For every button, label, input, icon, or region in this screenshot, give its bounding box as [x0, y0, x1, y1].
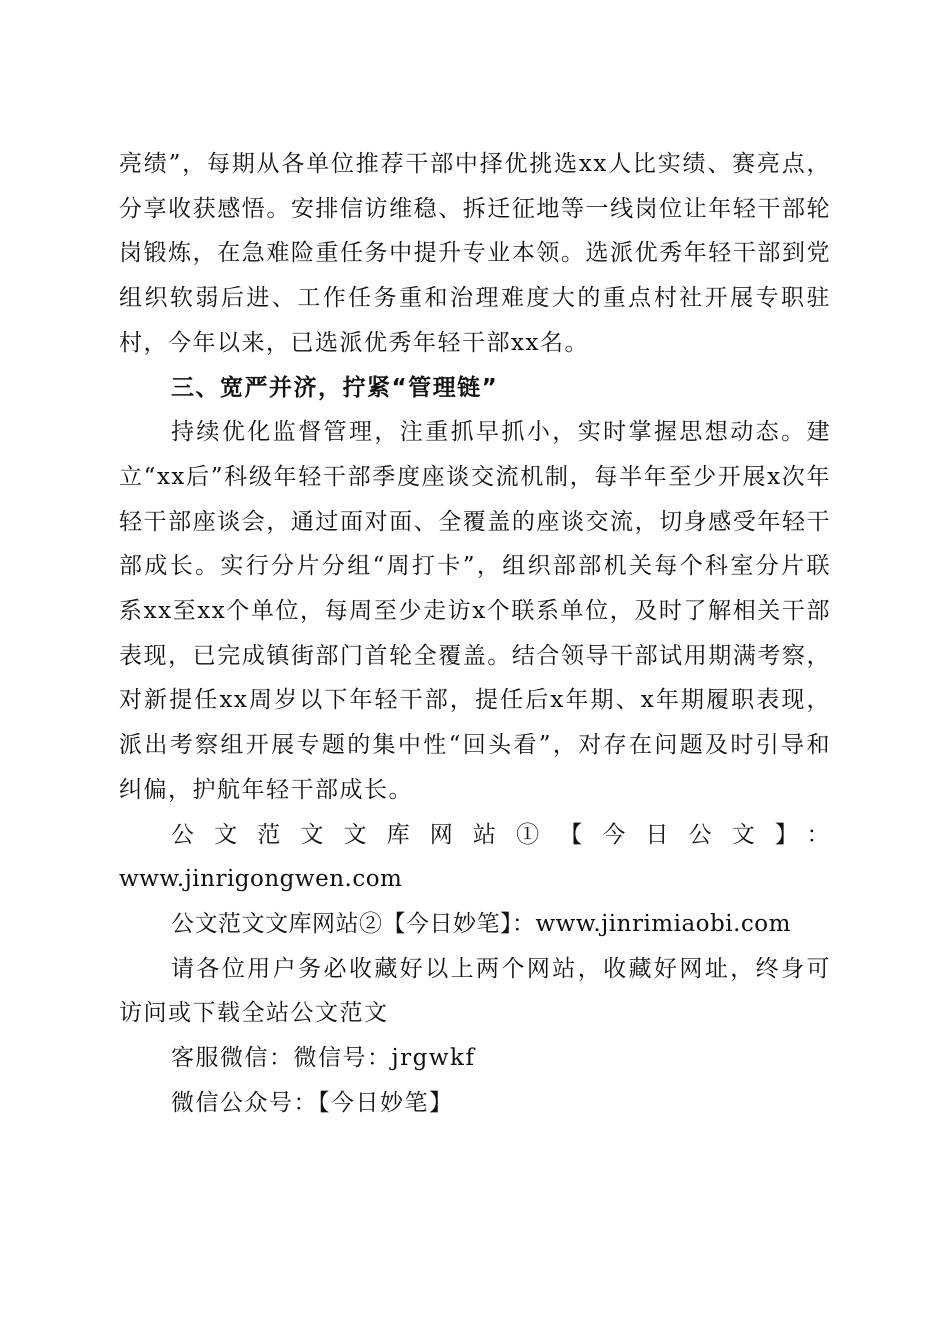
section-heading: 三、宽严并济，拧紧“管理链”	[171, 374, 499, 401]
official-account: 微信公众号：【今日妙笔】	[171, 1089, 454, 1116]
site2-line: 公文范文文库网站②【今日妙笔】：www.jinrimiaobi.com	[171, 910, 791, 937]
notice-paragraph: 请各位用户务必收藏好以上两个网站，收藏好网址，终身可访问或下载全站公文范文	[119, 955, 831, 1027]
document-body	[119, 142, 831, 1125]
site1-label: 公文范文文库网站①【今日公文】：	[171, 821, 831, 848]
paragraph-continuation: 亮绩”，每期从各单位推荐干部中择优挑选xx人比实绩、赛亮点，分享收获感悟。安排信访维稳、拆迁征地等一线岗位让年轻干部轮岗锻炼，在急难险重任务中提升专业本领。选派优秀年轻干部到党组织软弱后进、工作任务重和治理难度大的重点村社开展专职驻村，今年以来，已选派优秀年轻干部xx名。	[119, 151, 831, 356]
paragraph-management: 持续优化监督管理，注重抓早抓小，实时掌握思想动态。建立“xx后”科级年轻干部季度座谈交流机制，每半年至少开展x次年轻干部座谈会，通过面对面、全覆盖的座谈交流，切身感受年轻干部成长。实行分片分组“周打卡”，组织部部机关每个科室分片联系xx至xx个单位，每周至少走访x个联系单位，及时了解相关干部表现，已完成镇街部门首轮全覆盖。结合领导干部试用期满考察，对新提任xx周岁以下年轻干部，提任后x年期、x年期履职表现，派出考察组开展专题的集中性“回头看”，对存在问题及时引导和纠偏，护航年轻干部成长。	[119, 419, 831, 803]
service-wechat: 客服微信：微信号：jrgwkf	[171, 1045, 476, 1072]
site1-url: www.jinrigongwen.com	[119, 866, 403, 893]
